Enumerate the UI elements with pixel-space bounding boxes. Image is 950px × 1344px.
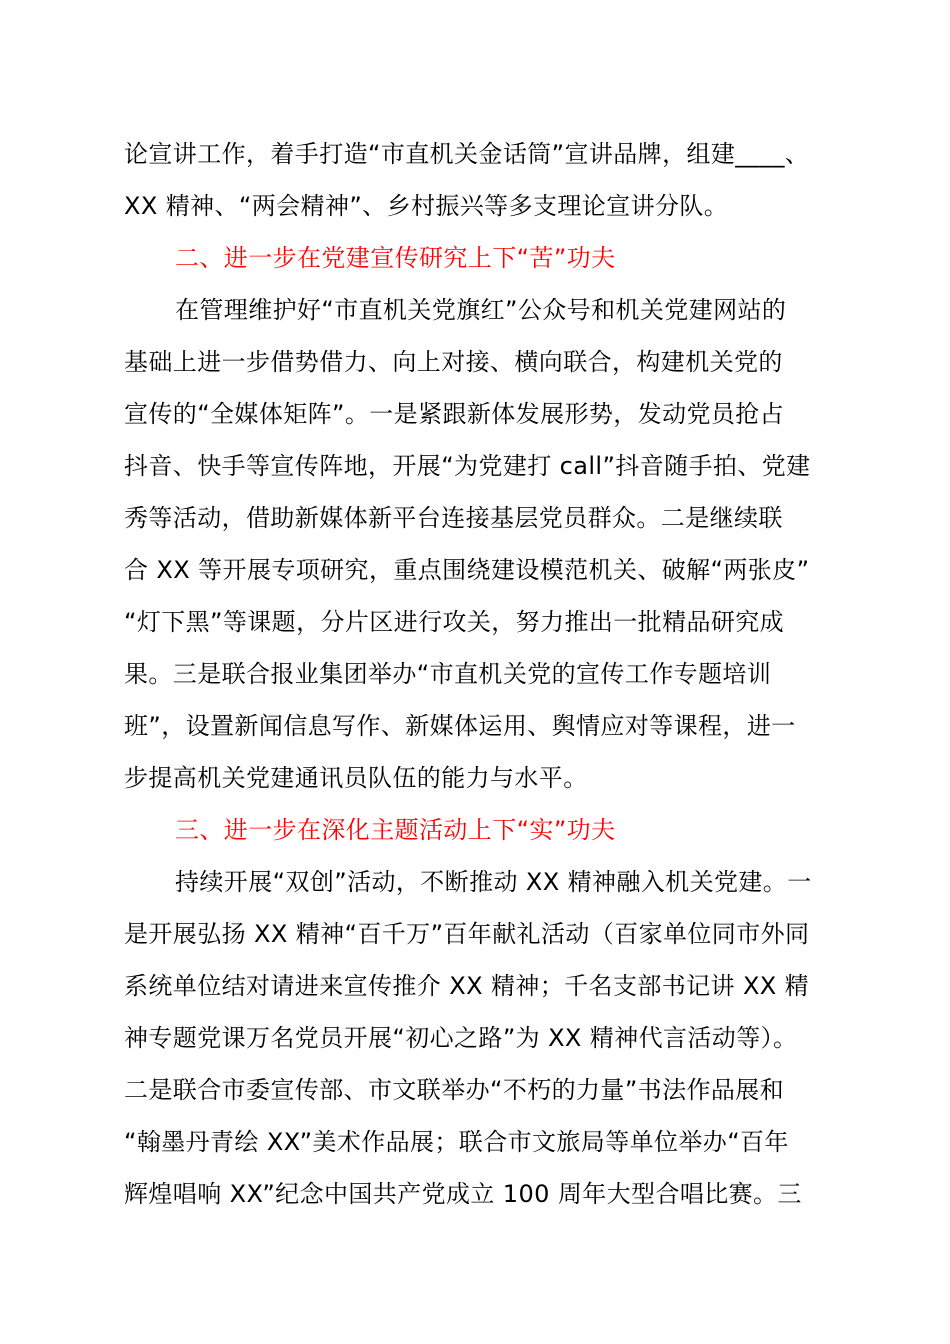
text-line: 抖音、快手等宣传阵地，开展“为党建打 call”抖音随手拍、党建 — [124, 452, 811, 480]
text-line: “灯下黑”等课题，分片区进行攻关，努力推出一批精品研究成 — [124, 608, 785, 636]
section-heading-3: 三、进一步在深化主题活动上下“实”功夫 — [175, 816, 616, 844]
text-line: 持续开展“双创”活动，不断推动 XX 精神融入机关党建。一 — [175, 868, 812, 896]
text-line: 在管理维护好“市直机关党旗红”公众号和机关党建网站的 — [175, 296, 787, 324]
text-line: 系统单位结对请进来宣传推介 XX 精神；千名支部书记讲 XX 精 — [124, 972, 810, 1000]
text-line: 辉煌唱响 XX”纪念中国共产党成立 100 周年大型合唱比赛。三 — [124, 1180, 802, 1208]
text-line: 合 XX 等开展专项研究，重点围绕建设模范机关、破解“两张皮” — [124, 556, 810, 584]
text-line: 果。三是联合报业集团举办“市直机关党的宣传工作专题培训 — [124, 660, 772, 688]
text-line: 宣传的“全媒体矩阵”。一是紧跟新体发展形势，发动党员抢占 — [124, 400, 785, 428]
text-line: 论宣讲工作，着手打造“市直机关金话筒”宣讲品牌，组建____、 — [124, 140, 810, 168]
text-line: 步提高机关党建通讯员队伍的能力与水平。 — [124, 764, 588, 792]
text-line: 是开展弘扬 XX 精神“百千万”百年献礼活动（百家单位同市外同 — [124, 920, 810, 948]
text-line: 基础上进一步借势借力、向上对接、横向联合，构建机关党的 — [124, 348, 783, 376]
text-line: “翰墨丹青绘 XX”美术作品展；联合市文旅局等单位举办“百年 — [124, 1128, 789, 1156]
section-heading-2: 二、进一步在党建宣传研究上下“苦”功夫 — [175, 244, 616, 272]
text-line: 班”，设置新闻信息写作、新媒体运用、舆情应对等课程，进一 — [124, 712, 796, 740]
text-line: 神专题党课万名党员开展“初心之路”为 XX 精神代言活动等）。 — [124, 1024, 798, 1052]
text-line: XX 精神、“两会精神”、乡村振兴等多支理论宣讲分队。 — [124, 192, 729, 220]
text-line: 二是联合市委宣传部、市文联举办“不朽的力量”书法作品展和 — [124, 1076, 785, 1104]
text-line: 秀等活动，借助新媒体新平台连接基层党员群众。二是继续联 — [124, 504, 783, 532]
